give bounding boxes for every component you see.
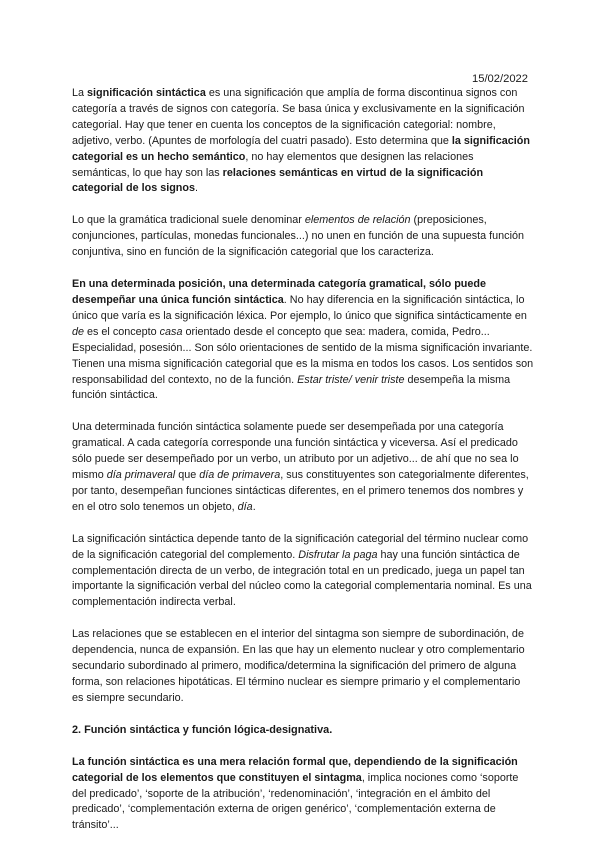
bold-run: la significación categorial es un hecho semántico <box>72 134 530 163</box>
paragraph-1 <box>72 86 534 197</box>
italic-run: casa <box>159 325 183 338</box>
italic-run: Estar triste/ venir triste <box>297 373 405 386</box>
italic-run: día primaveral <box>106 469 176 482</box>
text-run: es una significación que amplía de forma discontinua signos con categoría a través de signos con categoría. Se basa única y exclusivamente en la significación categorial. Hay que tener en cuenta los conceptos de la significación categorial: nombre, adjetivo, verbo. (Apuntes de morfología del cuatri pasado). Esto determina que <box>72 87 525 147</box>
text-run: que <box>175 469 200 482</box>
text-run: . <box>252 500 256 513</box>
text-run: La significación sintáctica depende tanto de la significación categorial del término nuclear como de la significación categorial del complemento. <box>72 532 529 561</box>
paragraph-6 <box>72 627 534 707</box>
text-run: hay una función sintáctica de complementación directa de un verbo, de integración total en un predicado, juega un papel tan importante la significación verbal del núcleo como la categorial complementaria nominal. Es una complementación indirecta verbal. <box>72 548 532 609</box>
italic-run: de <box>72 325 85 338</box>
text-run: Las relaciones que se establecen en el interior del sintagma son siempre de subordinación, de dependencia, nunca de expansión. En las que hay un elemento nuclear y otro complementario secundario subordinado al primero, modifica/determina la significación del primero de alguna forma, son relaciones hipotáticas. El término nuclear es siempre primario y el complementario es siempre secundario. <box>72 628 525 704</box>
text-run: , sus constituyentes son categorialmente diferentes, por tanto, desempeñan funciones sintácticas diferentes, en el primero tenemos dos nombres y en el otro solo tenemos un objeto, <box>72 469 529 513</box>
paragraph-4 <box>72 420 534 515</box>
bold-run: En una determinada posición, una determinada categoría gramatical, sólo puede desempeñar una única función sintáctica <box>72 278 486 306</box>
text-run: . <box>195 182 198 195</box>
bold-run: La función sintáctica es una mera relación formal que, dependiendo de la significación categorial de los elementos que constituyen el sintagma <box>72 755 518 784</box>
text-run: Una determinada función sintáctica solamente puede ser desempeñada por una categoría gramatical. A cada categoría corresponde una función sintáctica y viceversa. Así el predicado sólo puede ser desempeñado por un verbo, un atributo por un adjetivo... de ahí que no sea lo mismo <box>72 421 519 482</box>
text-run: orientado desde el concepto que sea: madera, comida, Pedro... Especialidad, posesión... Son sólo orientaciones de sentido de la misma significación invariante. Tienen una misma significación categorial que es la misma en todos los casos. Los sentidos son responsabilidad del contexto, no de la función. <box>72 325 534 386</box>
paragraph-3 <box>72 277 534 404</box>
italic-run: día de primavera <box>199 469 281 482</box>
paragraph-2 <box>72 213 534 261</box>
text-run: (preposiciones, conjunciones, partículas, monedas funcionales...) no unen en función de una supuesta función conjuntiva, sino en función de la significación categorial que los caracteriza. <box>72 214 524 259</box>
text-run: es el concepto <box>84 325 160 338</box>
text-run: . No hay diferencia en la significación sintáctica, lo único que varía es la significación léxica. Por ejemplo, lo único que significa sintácticamente en <box>72 293 527 322</box>
text-run: La <box>72 87 88 99</box>
text-run: , implica nociones como ‘soporte del predicado’, ‘soporte de la atribución’, ‘redenominación’, ‘integración en el ámbito del predicado’, ‘complementación externa de origen genérico’, ‘complementación externa de tránsito’... <box>72 771 519 832</box>
paragraph-5 <box>72 532 534 612</box>
bold-run: relaciones semánticas en virtud de la significación categorial de los signos <box>72 166 484 195</box>
bold-run: significación sintáctica <box>87 87 206 99</box>
italic-run: elementos de relación <box>304 214 411 227</box>
section-heading: 2. Función sintáctica y función lógica-designativa. <box>72 723 333 736</box>
document-date: 15/02/2022 <box>472 73 528 85</box>
italic-run: Disfrutar la paga <box>298 548 378 561</box>
paragraph-7 <box>72 755 534 835</box>
text-run: , no hay elementos que designen las relaciones semánticas, lo que hay son las <box>72 150 474 179</box>
text-run: Lo que la gramática tradicional suele denominar <box>72 214 305 227</box>
text-run: desempeña la misma función sintáctica. <box>72 373 511 402</box>
document-body <box>72 86 534 850</box>
italic-run: día <box>237 500 253 513</box>
